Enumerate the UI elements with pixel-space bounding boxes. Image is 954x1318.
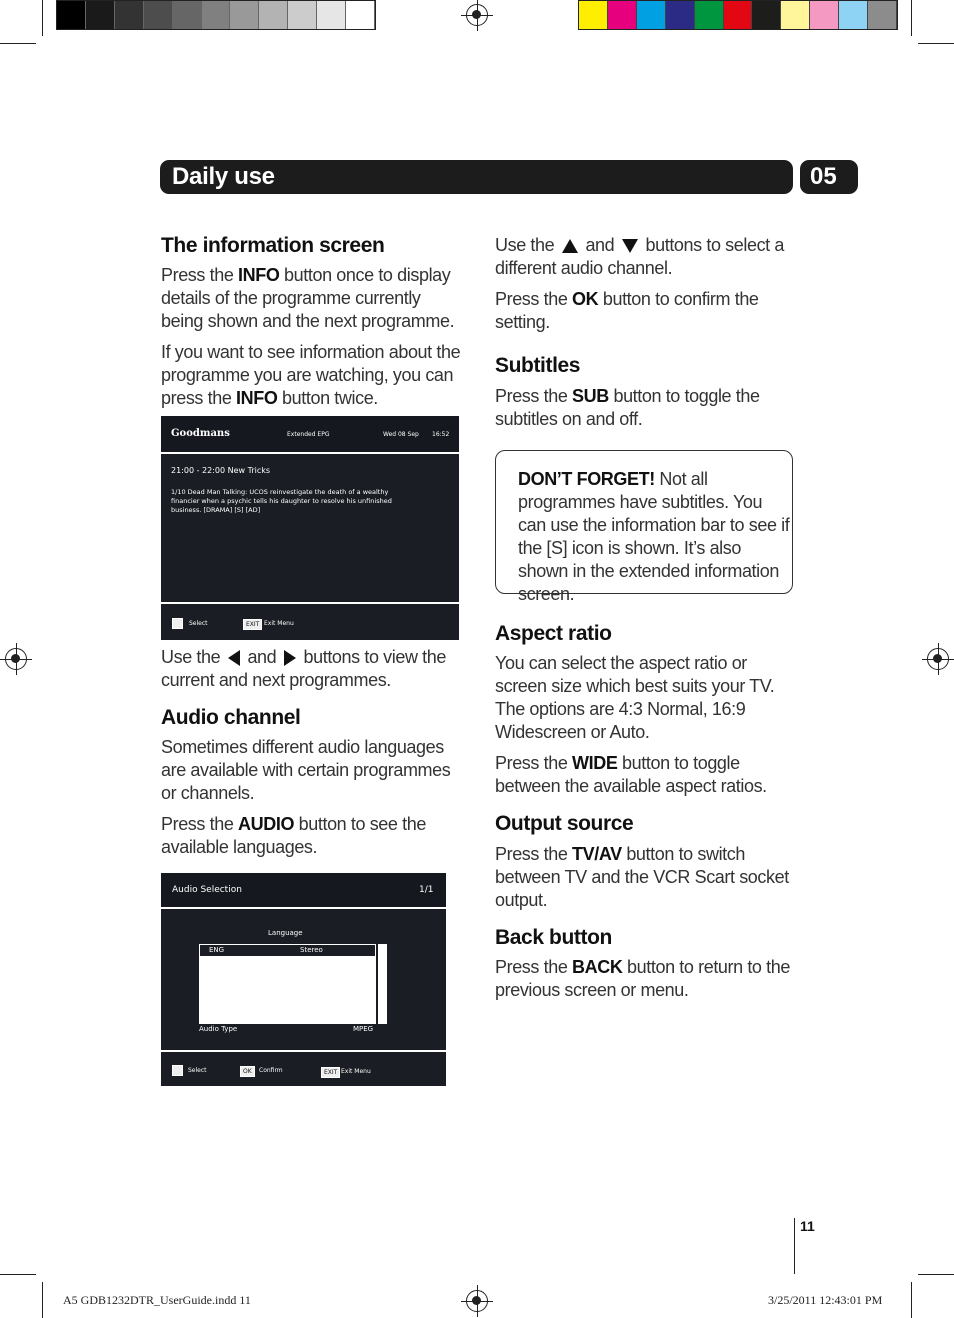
gray-swatch [288, 1, 317, 29]
audio-selection-screenshot [161, 873, 446, 1086]
paragraph-back-button: Press the BACK button to return to the previous screen or menu. [495, 957, 790, 1000]
goodmans-logo: Goodmans [171, 428, 230, 439]
paragraph-subtitles: Press the SUB button to toggle the subtitles on and off. [495, 386, 760, 429]
gray-swatch [173, 1, 202, 29]
select-arrows-icon [172, 618, 183, 629]
left-arrow-icon [228, 650, 240, 666]
heading-back-button: Back button [495, 926, 612, 949]
registration-mark-icon [466, 4, 488, 26]
registration-mark-icon [5, 648, 27, 670]
right-arrow-icon [284, 650, 296, 666]
crop-mark [42, 0, 43, 36]
color-swatch [810, 1, 839, 29]
epg-select-label: Select [189, 620, 208, 627]
paragraph-aspect-options: You can select the aspect ratio or screen size which best suits your TV. The options are 4:3 Normal, 16:9 Widescreen or Auto. [495, 653, 775, 742]
exit-key-icon: EXIT [321, 1067, 340, 1078]
print-timestamp: 3/25/2011 12:43:01 PM [768, 1293, 883, 1307]
crop-mark [0, 43, 36, 44]
audio-page-indicator: 1/1 [419, 885, 434, 895]
color-swatch [724, 1, 753, 29]
epg-date: Wed 08 Sep [383, 431, 419, 438]
audio-top-bar [161, 873, 446, 909]
registration-mark-icon [927, 648, 949, 670]
crop-mark [918, 1274, 954, 1275]
audio-select-label: Select [188, 1067, 207, 1074]
paragraph-audio-button: Press the AUDIO button to see the available languages. [161, 814, 426, 857]
page-number-rule [794, 1218, 795, 1274]
gray-swatch [57, 1, 86, 29]
color-swatch [637, 1, 666, 29]
ok-key-icon: OK [240, 1066, 255, 1077]
chapter-badge [800, 160, 858, 194]
note-text: DON’T FORGET! Not all programmes have subtitles. You can use the information bar to see if the [S] icon is shown. It’s also shown in the extended information screen. [518, 469, 790, 604]
crop-mark [911, 0, 912, 36]
dont-forget-note-box [495, 450, 793, 604]
audio-list-scrollbar[interactable] [376, 944, 387, 1024]
audio-language-list[interactable] [199, 944, 376, 1024]
paragraph-info-once: Press the INFO button once to display details of the programme currently being shown and the next programme. [161, 265, 455, 331]
color-swatch [666, 1, 695, 29]
heading-subtitles: Subtitles [495, 354, 581, 377]
audio-exit-label: Exit Menu [341, 1068, 371, 1075]
gray-swatch [317, 1, 346, 29]
audio-row-language: ENG [209, 946, 225, 954]
audio-type-label: Audio Type [199, 1025, 238, 1033]
heading-output-source: Output source [495, 812, 634, 835]
color-calibration-bar [578, 0, 898, 30]
paragraph-tvav-button: Press the TV/AV button to switch between TV and the VCR Scart socket output. [495, 844, 789, 910]
gray-swatch [259, 1, 288, 29]
up-arrow-icon [562, 239, 578, 253]
heading-information-screen: The information screen [161, 234, 385, 257]
page-number: 11 [800, 1218, 815, 1234]
paragraph-select-audio: Use the and buttons to select a different audio channel. [495, 235, 784, 278]
gray-swatch [202, 1, 231, 29]
heading-aspect-ratio: Aspect ratio [495, 622, 612, 645]
heading-audio-channel: Audio channel [161, 706, 301, 729]
divider [161, 1050, 446, 1052]
gray-swatch [144, 1, 173, 29]
paragraph-info-twice: If you want to see information about the programme you are watching, you can press the INFO button twice. [161, 342, 461, 408]
down-arrow-icon [622, 239, 638, 253]
epg-exit-label: Exit Menu [264, 620, 294, 627]
crop-mark [42, 1282, 43, 1318]
color-swatch [752, 1, 781, 29]
color-swatch [579, 1, 608, 29]
audio-confirm-label: Confirm [259, 1067, 283, 1074]
select-arrows-icon [172, 1065, 183, 1076]
epg-time: 16:52 [432, 431, 450, 438]
paragraph-wide-button: Press the WIDE button to toggle between the available aspect ratios. [495, 753, 767, 796]
registration-mark-icon [466, 1290, 488, 1312]
file-slug: A5 GDB1232DTR_UserGuide.indd 11 [63, 1293, 251, 1307]
section-header-bar [160, 160, 793, 194]
color-swatch [608, 1, 637, 29]
gray-swatch [230, 1, 259, 29]
language-column-header: Language [268, 929, 303, 937]
extended-epg-screenshot [161, 416, 459, 640]
paragraph-navigate-programmes: Use the and buttons to view the current and next programmes. [161, 647, 446, 690]
audio-screen-title: Audio Selection [172, 885, 242, 895]
epg-programme-description: 1/10 Dead Man Talking: UCOS reinvestigate the death of a wealthy financier when a psychic tells his daughter to resolve his unfinished business. [DRAMA] [S] [AD] [171, 488, 392, 514]
audio-row-mode: Stereo [300, 946, 323, 954]
paragraph-confirm-ok: Press the OK button to confirm the setting. [495, 289, 759, 332]
audio-type-value: MPEG [353, 1025, 374, 1033]
grayscale-calibration-bar [56, 0, 376, 30]
color-swatch [695, 1, 724, 29]
section-title: Daily use [172, 163, 275, 190]
crop-mark [0, 1274, 36, 1275]
exit-key-icon: EXIT [243, 619, 262, 630]
color-swatch [839, 1, 868, 29]
gray-swatch [346, 1, 375, 29]
epg-title: Extended EPG [287, 431, 330, 438]
chapter-number: 05 [810, 163, 837, 190]
audio-list-row-selected[interactable] [199, 944, 376, 957]
epg-top-bar [161, 416, 459, 454]
gray-swatch [115, 1, 144, 29]
color-swatch [868, 1, 897, 29]
paragraph-audio-languages: Sometimes different audio languages are available with certain programmes or channels. [161, 737, 451, 803]
crop-mark [911, 1282, 912, 1318]
gray-swatch [86, 1, 115, 29]
epg-programme-title: 21:00 - 22:00 New Tricks [171, 466, 271, 475]
color-swatch [781, 1, 810, 29]
crop-mark [918, 43, 954, 44]
divider [161, 602, 459, 604]
